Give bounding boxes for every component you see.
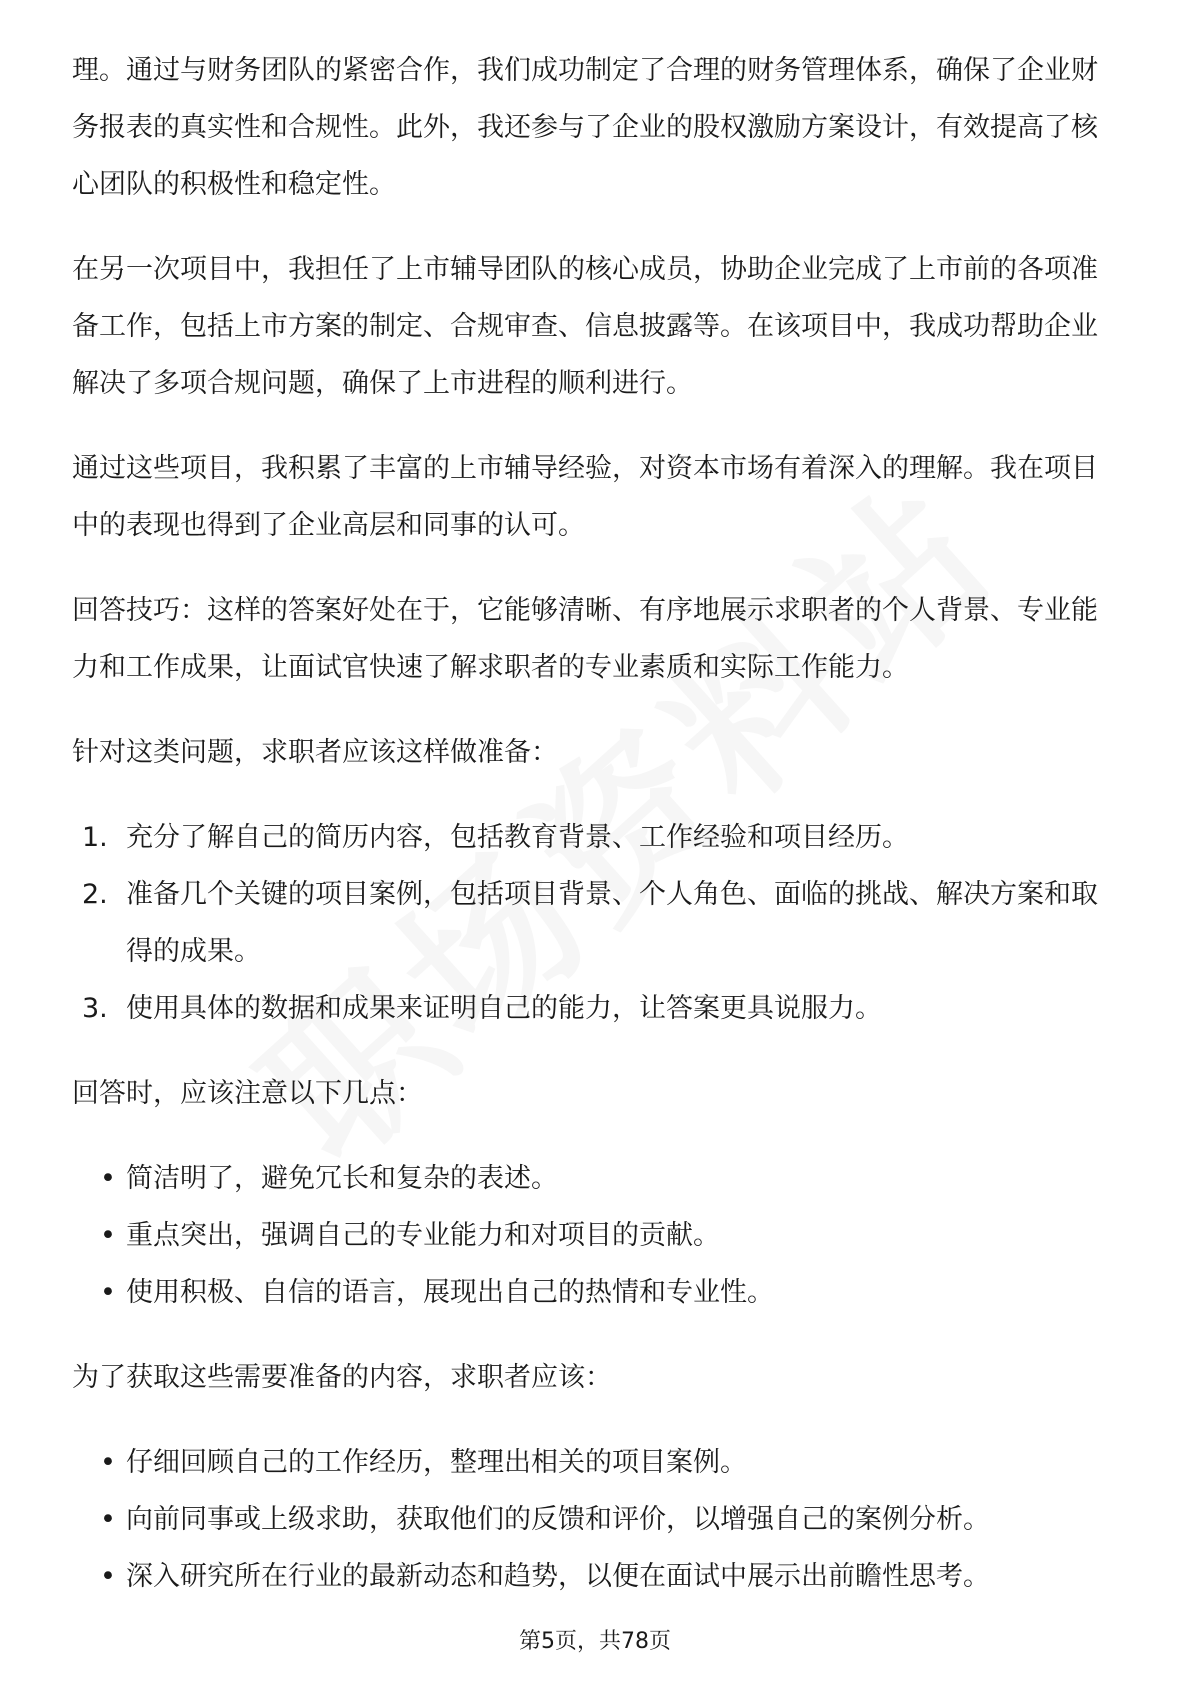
bullet-icon: • [100, 1220, 116, 1251]
paragraph: 回答技巧：这样的答案好处在于，它能够清晰、有序地展示求职者的个人背景、专业能力和工作成果，让面试官快速了解求职者的专业素质和实际工作能力。 [72, 595, 1098, 683]
list-item [72, 1548, 1117, 1605]
bullet-icon: • [100, 1447, 116, 1478]
list-item [72, 1434, 1117, 1491]
list-item-text: 准备几个关键的项目案例，包括项目背景、个人角色、面临的挑战、解决方案和取得的成果。 [126, 879, 1098, 967]
list-item-text: 重点突出，强调自己的专业能力和对项目的贡献。 [126, 1220, 720, 1251]
list-item [72, 1491, 1117, 1548]
list-item-text: 深入研究所在行业的最新动态和趋势，以便在面试中展示出前瞻性思考。 [126, 1561, 990, 1592]
list-item-text: 简洁明了，避免冗长和复杂的表述。 [126, 1163, 558, 1194]
list-item-text: 仔细回顾自己的工作经历，整理出相关的项目案例。 [126, 1447, 747, 1478]
list-item-text: 使用积极、自信的语言，展现出自己的热情和专业性。 [126, 1277, 774, 1308]
list-item [72, 1150, 1117, 1207]
list-item [72, 809, 1117, 866]
list-number: 3. [82, 993, 108, 1024]
gather-list [72, 1434, 1117, 1605]
notes-heading: 回答时，应该注意以下几点： [72, 1078, 423, 1109]
paragraph: 理。通过与财务团队的紧密合作，我们成功制定了合理的财务管理体系，确保了企业财务报表的真实性和合规性。此外，我还参与了企业的股权激励方案设计，有效提高了核心团队的积极性和稳定性。 [72, 55, 1098, 200]
bullet-icon: • [100, 1504, 116, 1535]
list-item [72, 980, 1117, 1037]
bullet-icon: • [100, 1561, 116, 1592]
list-item [72, 1207, 1117, 1264]
preparation-list [72, 809, 1117, 1037]
paragraph: 通过这些项目，我积累了丰富的上市辅导经验，对资本市场有着深入的理解。我在项目中的表现也得到了企业高层和同事的认可。 [72, 453, 1098, 541]
paragraph: 针对这类问题，求职者应该这样做准备： [72, 737, 558, 768]
document-body [72, 42, 1117, 1633]
bullet-icon: • [100, 1277, 116, 1308]
list-item-text: 向前同事或上级求助，获取他们的反馈和评价，以增强自己的案例分析。 [126, 1504, 990, 1535]
list-number: 1. [82, 822, 108, 853]
paragraph: 在另一次项目中，我担任了上市辅导团队的核心成员，协助企业完成了上市前的各项准备工作，包括上市方案的制定、合规审查、信息披露等。在该项目中，我成功帮助企业解决了多项合规问题，确保了上市进程的顺利进行。 [72, 254, 1098, 399]
list-item-text: 充分了解自己的简历内容，包括教育背景、工作经验和项目经历。 [126, 822, 909, 853]
list-number: 2. [82, 879, 108, 910]
list-item [72, 866, 1117, 980]
page-number: 第5页，共78页 [519, 1629, 671, 1654]
notes-list [72, 1150, 1117, 1321]
gather-heading: 为了获取这些需要准备的内容，求职者应该： [72, 1362, 612, 1393]
list-item-text: 使用具体的数据和成果来证明自己的能力，让答案更具说服力。 [126, 993, 882, 1024]
bullet-icon: • [100, 1163, 116, 1194]
list-item [72, 1264, 1117, 1321]
